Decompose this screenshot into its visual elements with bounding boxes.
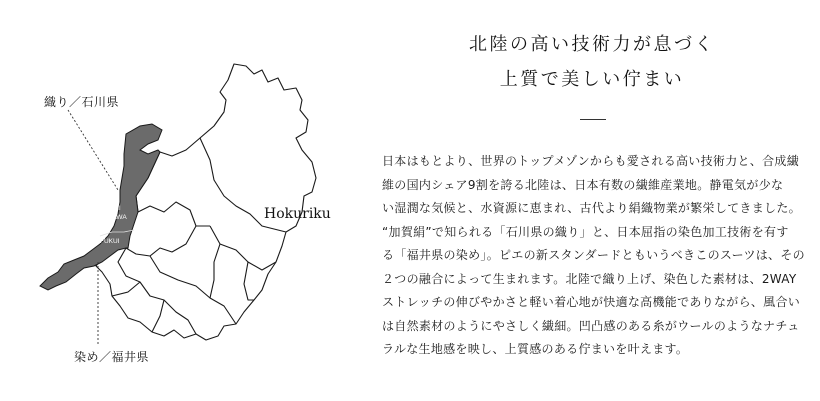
label-ishikawa-2: KAWA <box>108 214 127 221</box>
map-panel <box>0 0 360 401</box>
border-kyoto <box>112 282 140 296</box>
headline-line-1: 北陸の高い技術力が息づく <box>469 34 715 55</box>
callout-line-top <box>68 110 118 190</box>
body-line: ２つの融合によって生まれます。北陸で織り上げ、染色した素材は、2WAY <box>382 271 797 286</box>
border-gifu <box>126 226 196 256</box>
body-line: は自然素材のようにやさしく繊細。凹凸感のある糸がウールのようなナチュ <box>382 318 800 333</box>
body-line: る「福井県の染め」。ピエの新スタンダードともいうべきこのスーツは、その <box>382 248 805 262</box>
body-line: ストレッチの伸びやかさと軽い着心地が快適な高機能でありながら、風合い <box>382 295 801 309</box>
border-gunma <box>244 262 254 300</box>
border-nagano <box>210 226 276 270</box>
body-line: い湿潤な気候と、水資源に恵まれ、古代より絹織物業が繁栄してきました。 <box>382 201 801 215</box>
label-ishikawa-1: ISHI <box>108 205 121 212</box>
body-line: 日本はもとより、世界のトップメゾンからも愛される高い技術力と、合成繊 <box>382 154 800 168</box>
divider-rule <box>580 119 606 120</box>
body-text <box>382 150 805 362</box>
body-line: ラルな生地感を映し、上質感のある佇まいを叶えます。 <box>382 342 689 356</box>
label-fukui: FUKUI <box>100 238 120 245</box>
border-east <box>210 244 220 298</box>
region-name: Hokuriku <box>264 206 331 222</box>
body-line: 維の国内シェア9割を誇る北陸は、日本有数の繊維産業地。静電気が少な <box>382 177 784 192</box>
hokuriku-map <box>0 0 360 401</box>
text-panel <box>382 0 805 401</box>
border-mid <box>150 256 236 324</box>
border-south <box>152 300 164 332</box>
callout-ishikawa: 織り／石川県 <box>44 95 120 109</box>
ishikawa-fukui-highlight <box>40 124 162 290</box>
callout-fukui: 染め／福井県 <box>74 350 150 364</box>
body-line: “加賀絹”で知られる「石川県の織り」と、日本屈指の染色加工技術を有す <box>382 224 789 239</box>
headline-line-2: 上質で美しい佇まい <box>499 69 685 90</box>
